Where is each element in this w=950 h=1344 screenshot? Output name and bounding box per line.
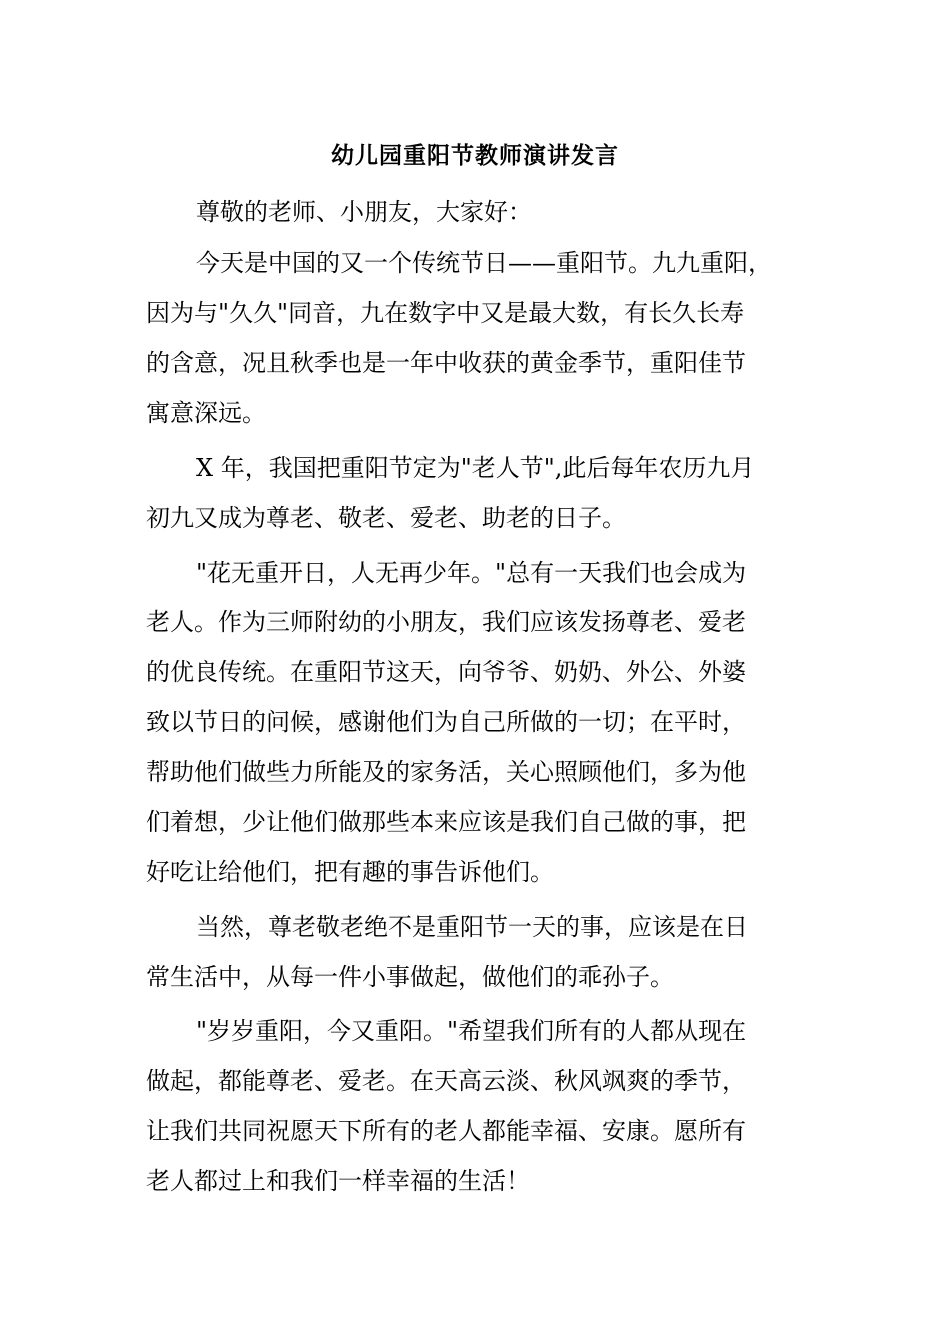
body-line: "岁岁重阳，今又重阳。"希望我们所有的人都从现在 xyxy=(196,1017,747,1045)
body-line: 常生活中，从每一件小事做起，做他们的乖孙子。 xyxy=(146,963,674,991)
body-line: 因为与"久久"同音，九在数字中又是最大数，有长久长寿 xyxy=(146,299,745,327)
body-line: 让我们共同祝愿天下所有的老人都能幸福、安康。愿所有 xyxy=(146,1117,746,1145)
body-line: 们着想，少让他们做那些本来应该是我们自己做的事，把 xyxy=(146,808,746,836)
body-line: 初九又成为尊老、敬老、爱老、助老的日子。 xyxy=(146,504,626,532)
body-line: 好吃让给他们，把有趣的事告诉他们。 xyxy=(146,858,554,886)
body-line: 今天是中国的又一个传统节日——重阳节。九九重阳， xyxy=(196,249,772,277)
body-line: 寓意深远。 xyxy=(146,399,266,427)
body-line: 老人。作为三师附幼的小朋友，我们应该发扬尊老、爱老 xyxy=(146,608,746,636)
body-line: 的含意，况且秋季也是一年中收获的黄金季节，重阳佳节 xyxy=(146,349,746,377)
document-title: 幼儿园重阳节教师演讲发言 xyxy=(331,143,619,169)
body-line: 的优良传统。在重阳节这天，向爷爷、奶奶、外公、外婆 xyxy=(146,658,746,686)
body-line: 老人都过上和我们一样幸福的生活！ xyxy=(146,1167,530,1195)
body-line: 当然，尊老敬老绝不是重阳节一天的事，应该是在日 xyxy=(196,913,748,941)
body-line: 致以节日的问候，感谢他们为自己所做的一切；在平时， xyxy=(146,708,746,736)
body-line: "花无重开日，人无再少年。"总有一天我们也会成为 xyxy=(196,559,747,587)
body-line: 帮助他们做些力所能及的家务活，关心照顾他们，多为他 xyxy=(146,758,746,786)
body-line: X 年，我国把重阳节定为"老人节",此后每年农历九月 xyxy=(196,454,755,482)
body-line: 做起，都能尊老、爱老。在天高云淡、秋风飒爽的季节， xyxy=(146,1067,746,1095)
greeting-line: 尊敬的老师、小朋友，大家好： xyxy=(196,198,532,226)
